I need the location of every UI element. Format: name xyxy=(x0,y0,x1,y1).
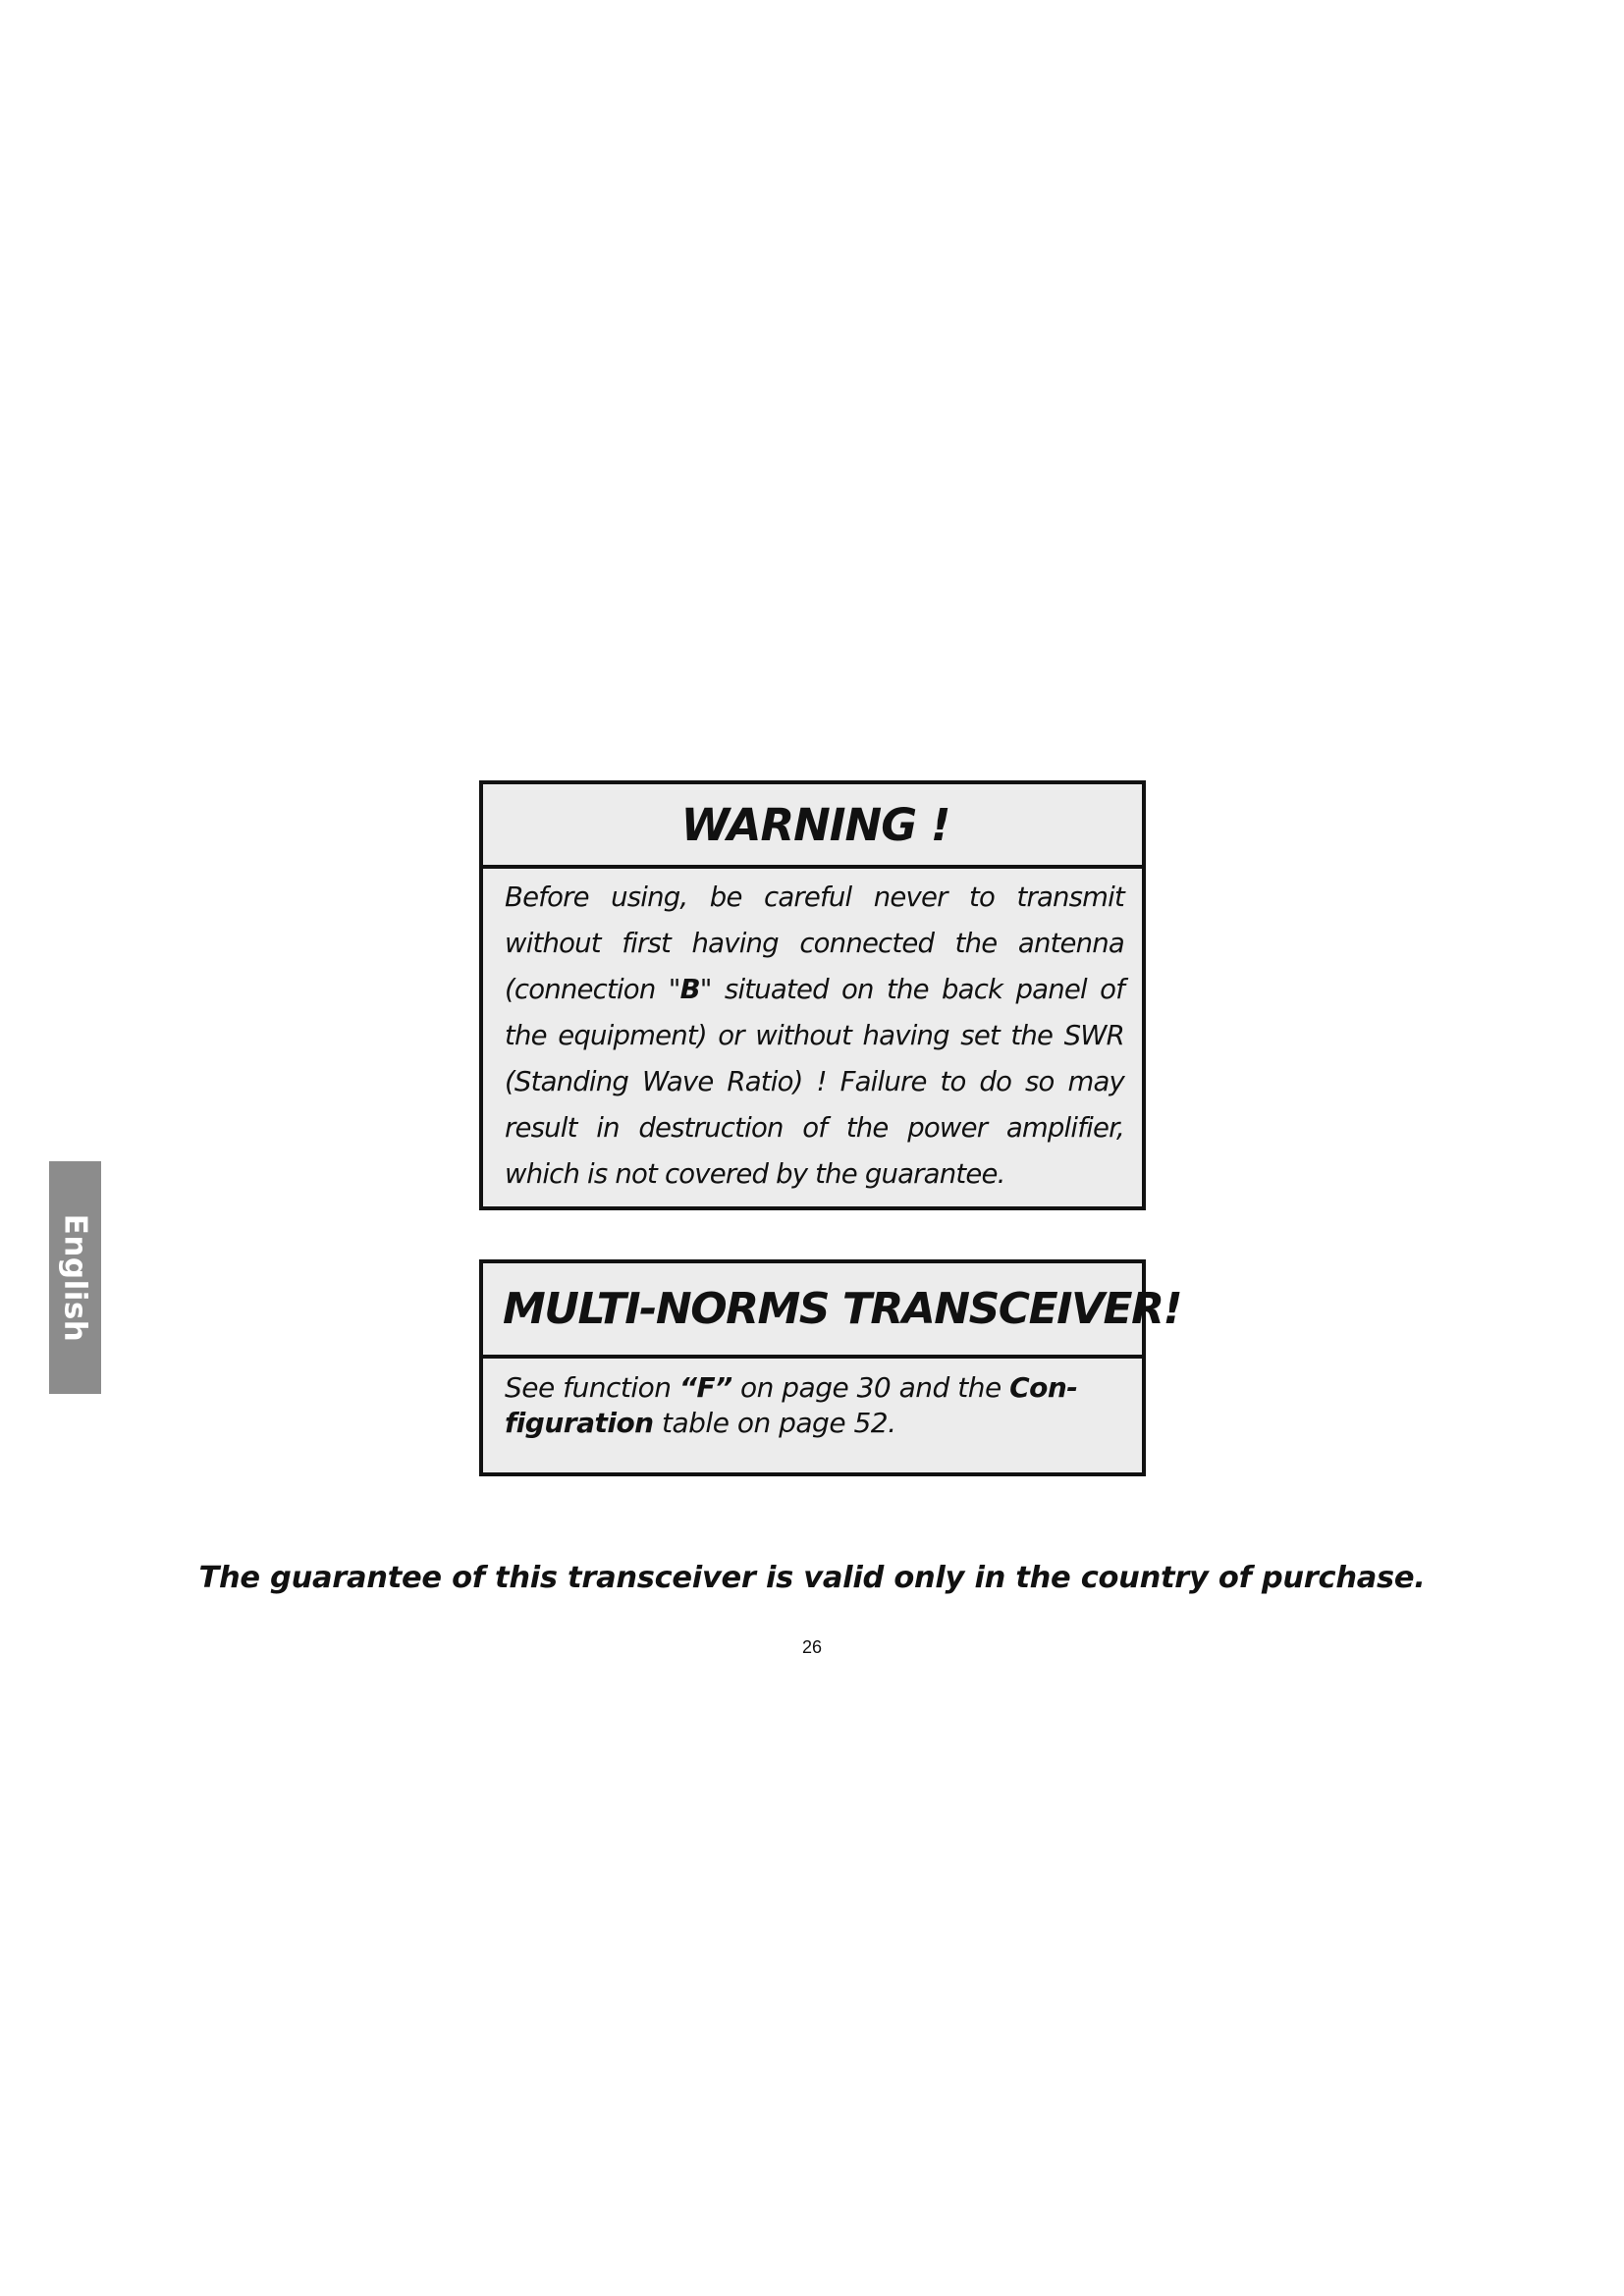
guarantee-note: The guarantee of this transceiver is valid only in the country of purchase. xyxy=(198,1561,1426,1595)
configuration-label-part2: figuration xyxy=(505,1407,654,1439)
multi-norms-box xyxy=(479,1259,1182,1476)
multi-norms-text-end: table on page 52. xyxy=(653,1407,896,1439)
page-number: 26 xyxy=(801,1637,823,1657)
warning-text-end: " situated on the back panel of the equipment) or without having set the SWR (Standing Wave Ratio) ! Failure to do so may result in destruction of the power amplifier, which is not covered by the guarantee. xyxy=(505,974,1124,1190)
warning-header xyxy=(483,784,1142,869)
function-reference: “F” xyxy=(678,1371,732,1404)
multi-norms-title: MULTI-NORMS TRANSCEIVER! xyxy=(503,1284,1182,1334)
multi-norms-text xyxy=(483,1359,1142,1441)
configuration-label-part1: Con- xyxy=(1009,1371,1078,1404)
multi-norms-text-start: See function xyxy=(505,1371,679,1404)
warning-text xyxy=(483,869,1142,1198)
language-label: English xyxy=(57,1213,93,1342)
multi-norms-header xyxy=(483,1263,1182,1359)
language-side-tab xyxy=(49,1161,101,1394)
warning-text-start: Before using, be careful never to transmit without first having connected the antenna (connection " xyxy=(505,881,1124,1005)
connection-letter: B xyxy=(679,974,700,1005)
warning-box xyxy=(479,780,1146,1210)
multi-norms-text-mid: on page 30 and the xyxy=(731,1371,1010,1404)
warning-title: WARNING ! xyxy=(680,798,950,851)
